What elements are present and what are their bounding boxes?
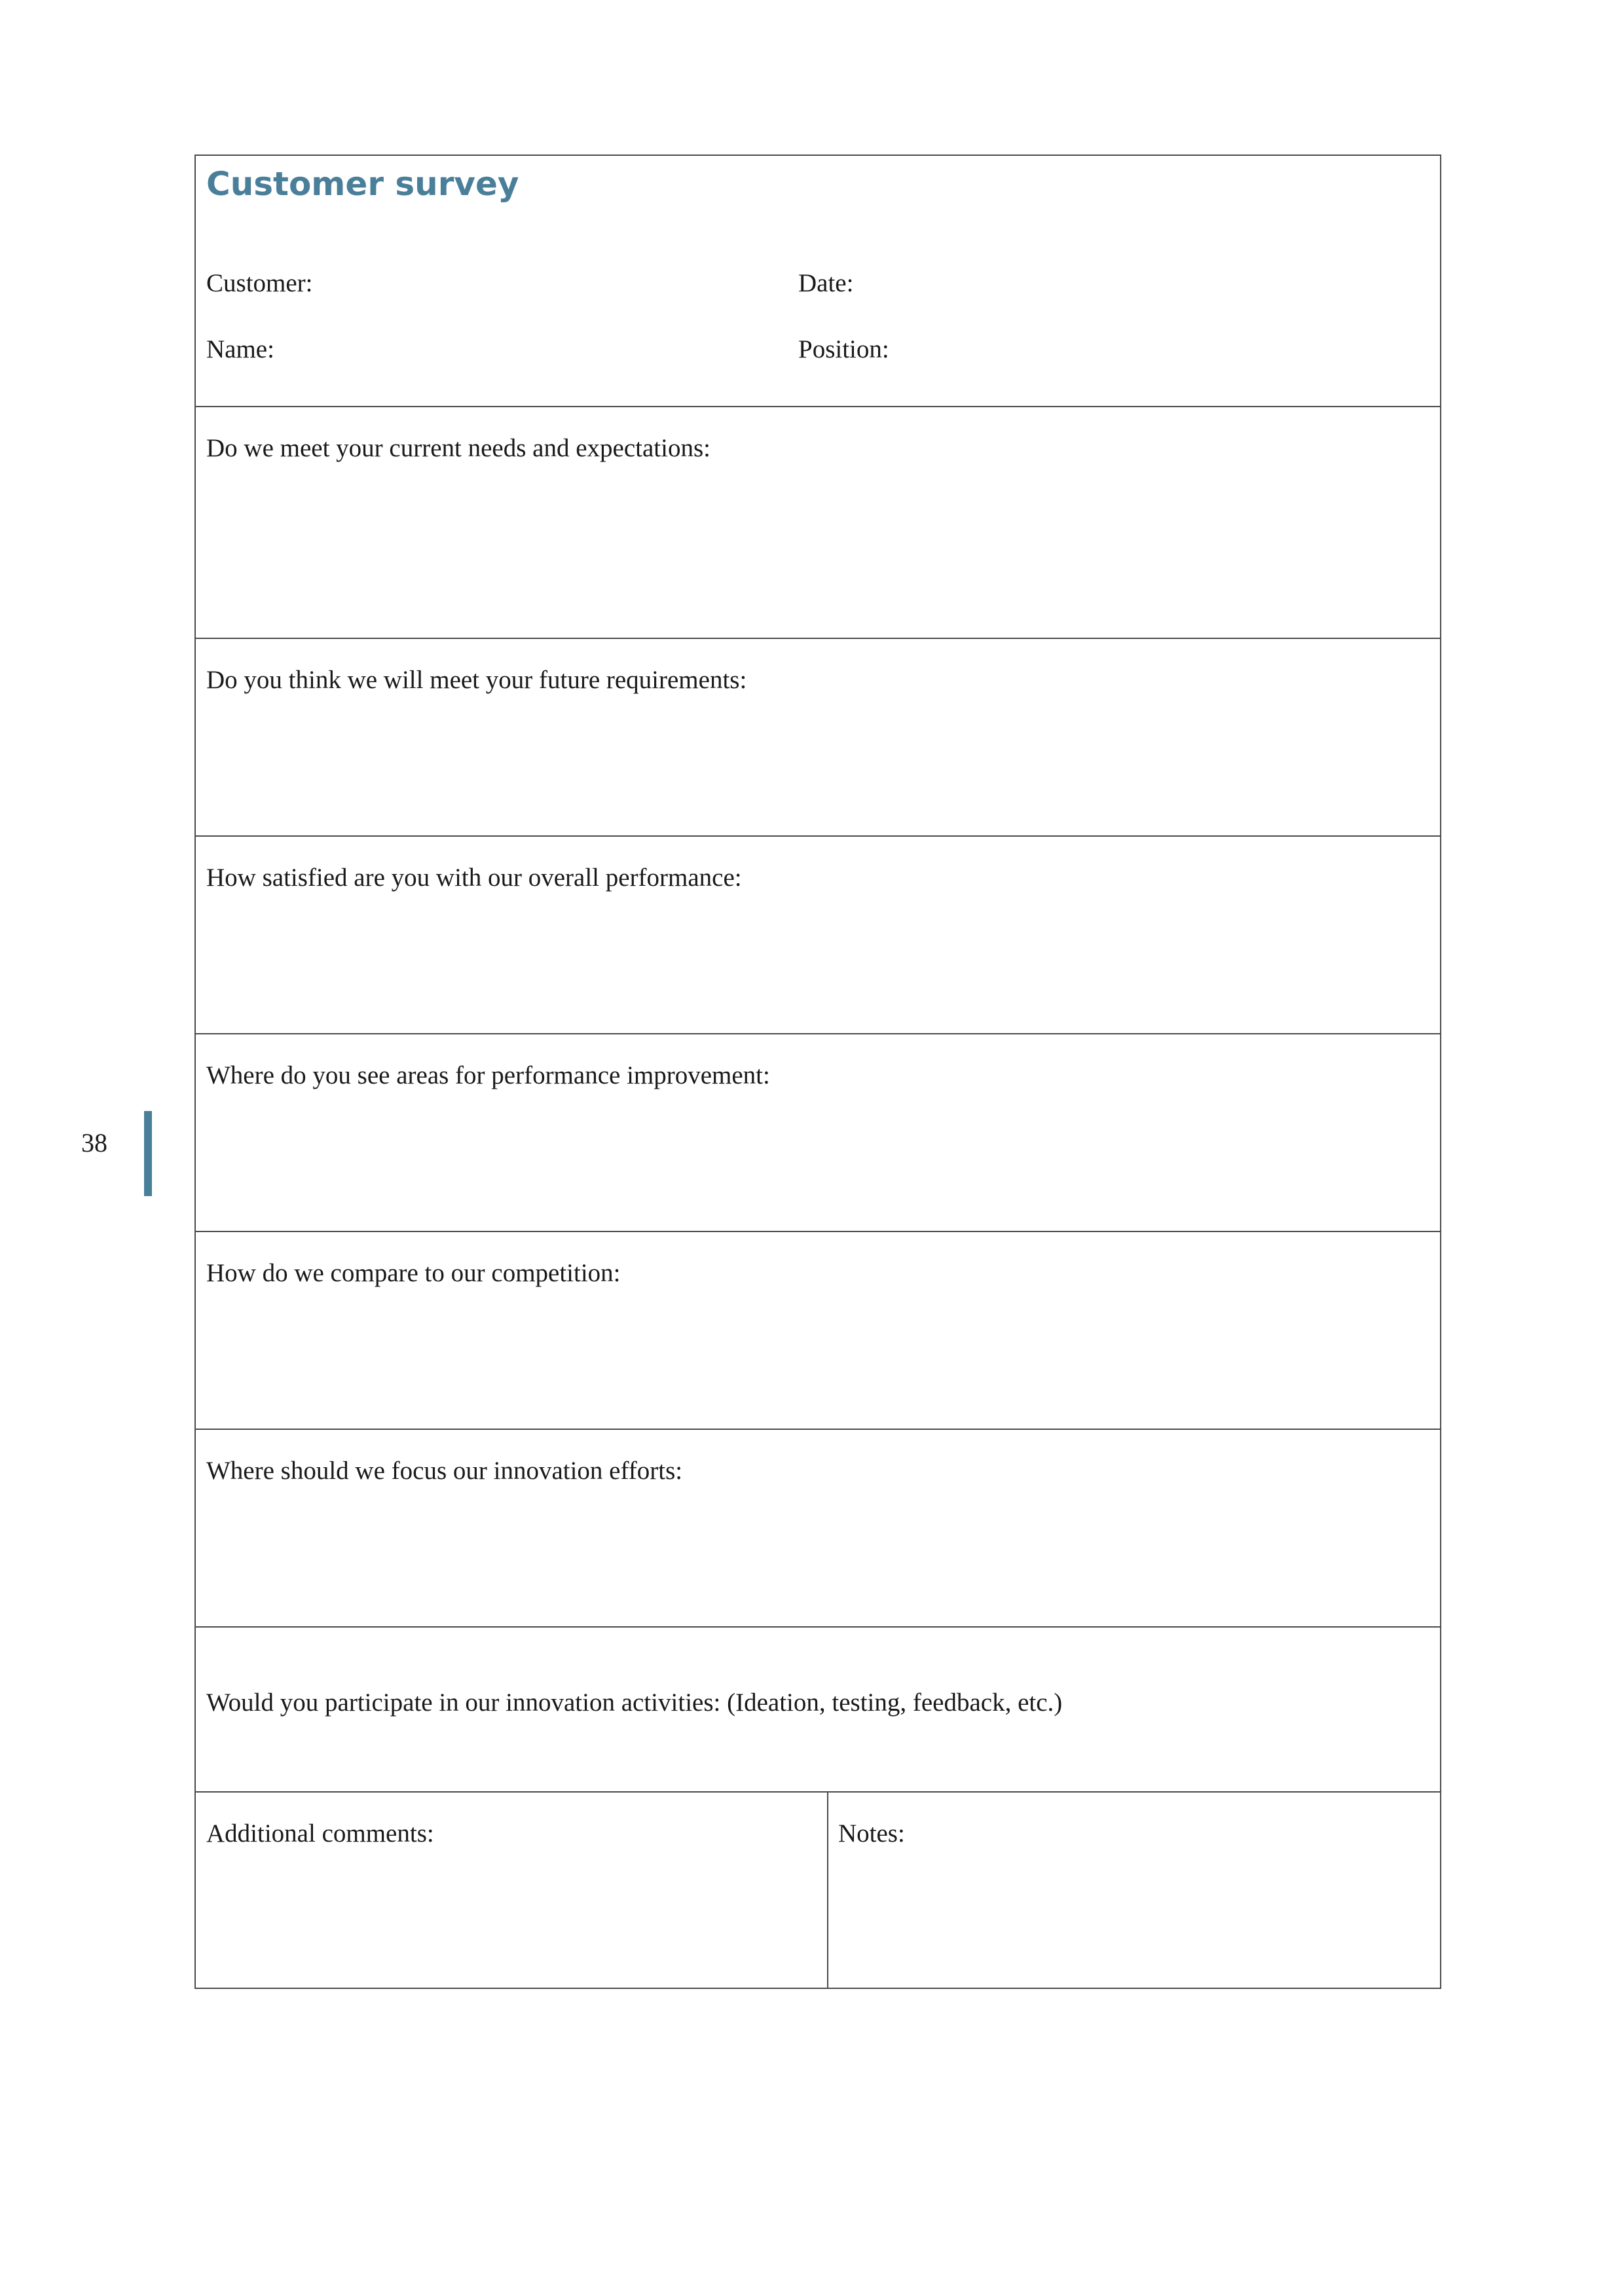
notes-label[interactable]: Notes: (838, 1819, 905, 1848)
position-field-label[interactable]: Position: (798, 335, 889, 363)
question-future-requirements[interactable] (196, 639, 1440, 837)
question-innovation-focus[interactable] (196, 1430, 1440, 1628)
comments-notes-section (196, 1793, 1440, 1988)
customer-field-label[interactable]: Customer: (206, 269, 313, 297)
question-label: Where should we focus our innovation efforts: (206, 1457, 683, 1485)
question-current-needs[interactable] (196, 407, 1440, 639)
question-innovation-participation[interactable] (196, 1628, 1440, 1793)
question-competition[interactable] (196, 1232, 1440, 1430)
column-divider (827, 1793, 828, 1988)
question-label: How do we compare to our competition: (206, 1259, 621, 1287)
question-performance-improvement[interactable] (196, 1034, 1440, 1232)
question-label: Do you think we will meet your future requirements: (206, 666, 747, 694)
question-overall-performance[interactable] (196, 837, 1440, 1034)
additional-comments-label[interactable]: Additional comments: (206, 1819, 434, 1848)
question-label: How satisfied are you with our overall performance: (206, 864, 742, 892)
page-accent-bar (144, 1111, 152, 1196)
date-field-label[interactable]: Date: (798, 269, 854, 297)
page-number: 38 (81, 1128, 107, 1157)
survey-header-section (196, 156, 1440, 407)
question-label: Do we meet your current needs and expectations: (206, 434, 710, 462)
question-label: Would you participate in our innovation activities: (Ideation, testing, feedback, etc.) (206, 1688, 1063, 1717)
form-title: Customer survey (206, 165, 519, 203)
question-label: Where do you see areas for performance improvement: (206, 1061, 770, 1089)
customer-survey-form (194, 155, 1441, 1989)
name-field-label[interactable]: Name: (206, 335, 274, 363)
